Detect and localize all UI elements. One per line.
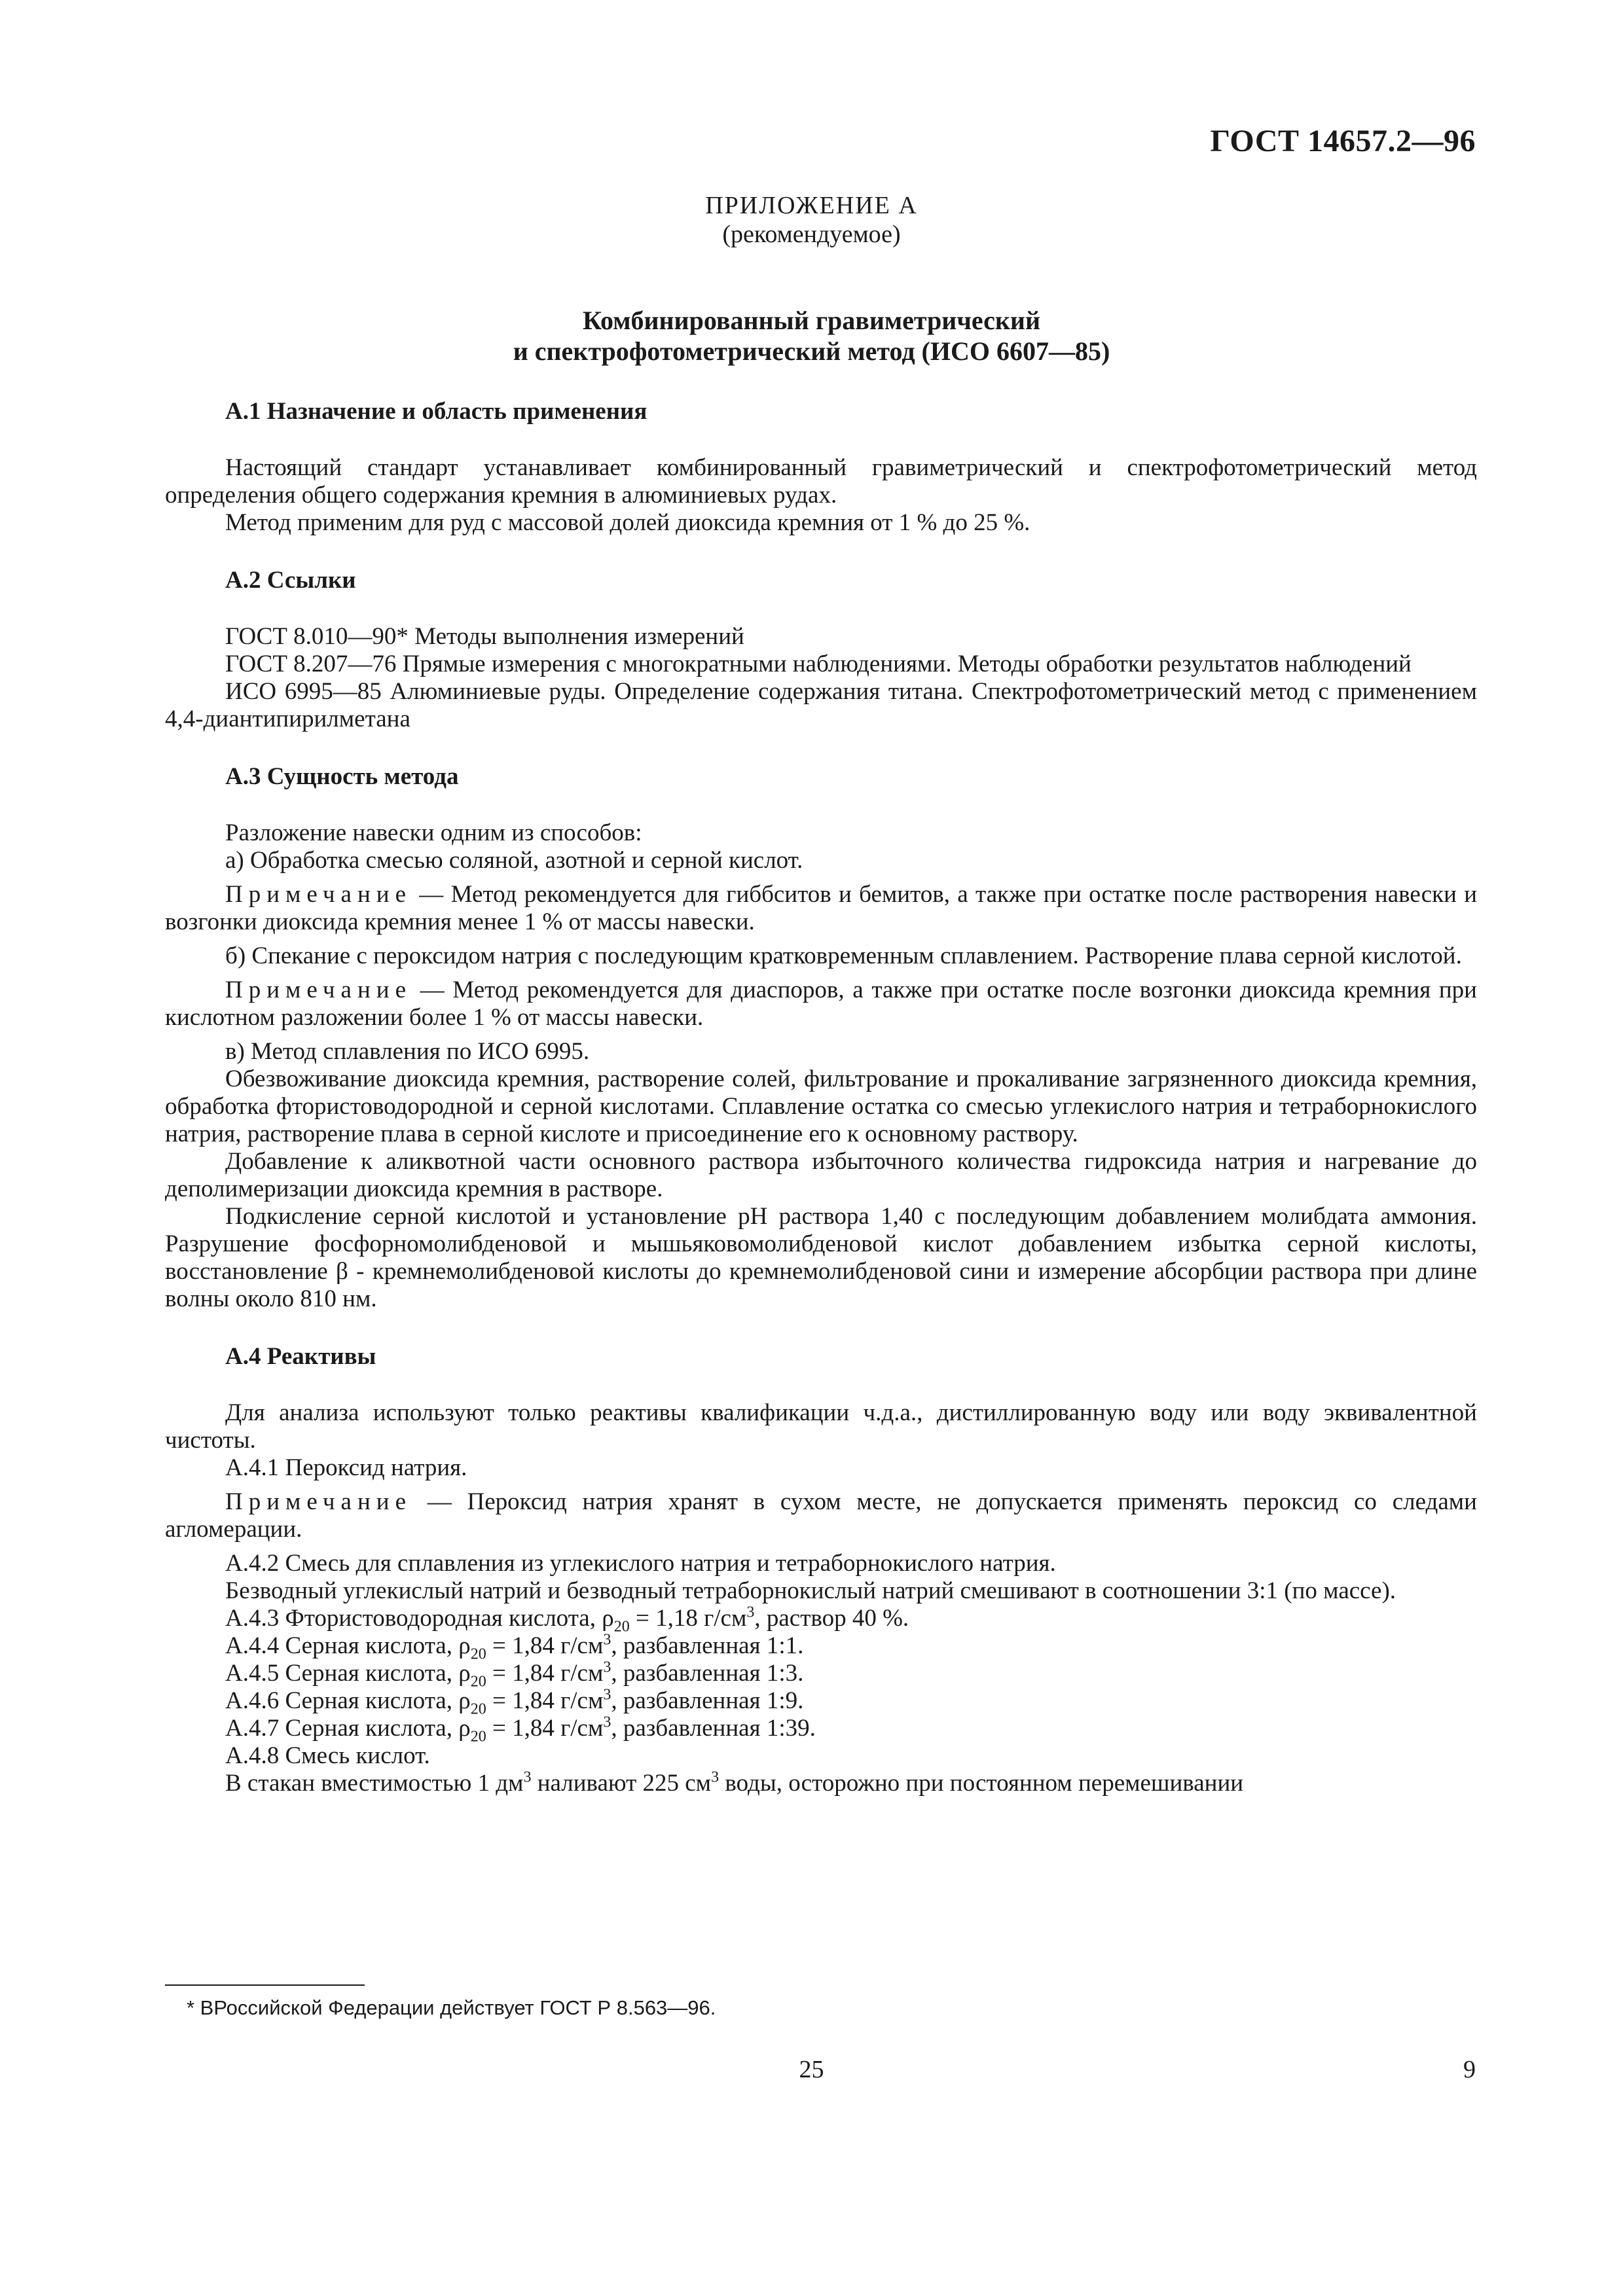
paragraph: Подкисление серной кислотой и установление pH раствора 1,40 с последующим добавлением молибдата аммония. Разрушение фосфорномолибденовой и мышьяковомолибденовой кислот добавлением избытка серной кислоты, восстановление β - кремнемолибденовой кислоты до кремнемолибденовой сини и измерение абсорбции раствора при длине волны около 810 нм. — [165, 1203, 1477, 1312]
note-label: Примечание — [225, 1488, 412, 1515]
paragraph: в) Метод сплавления по ИСО 6995. — [225, 1038, 590, 1065]
paragraph: Разложение навески одним из способов: — [225, 819, 642, 846]
paragraph: А.4.2 Смесь для сплавления из углекислого натрия и тетраборнокислого натрия. — [225, 1550, 1056, 1577]
note-paragraph — [165, 881, 1477, 936]
document-code: ГОСТ 14657.2—96 — [1210, 124, 1476, 158]
note-paragraph — [165, 1488, 1477, 1543]
appendix-title: ПРИЛОЖЕНИЕ А — [705, 192, 918, 219]
document-body — [165, 398, 1477, 1797]
paragraph: В стакан вместимостью 1 $дм^3$ наливают 225 $см^3$ воды, осторожно при постоянном перемешивании — [225, 1768, 1244, 1797]
note-label: Примечание — [225, 977, 412, 1003]
main-title-line-2: и спектрофотометрический метод (ИСО 6607—85) — [513, 336, 1110, 366]
reference-item: ГОСТ 8.010—90* Методы выполнения измерений — [225, 623, 744, 650]
note-text: — Метод рекомендуется для диаспоров, а также при остатке после возгонки диоксида кремния при кислотном разложении более 1 % от массы навески. — [165, 977, 1477, 1031]
paragraph: Для анализа используют только реактивы квалификации ч.д.а., дистиллированную воду или воду эквивалентной чистоты. — [165, 1399, 1477, 1454]
paragraph: Настоящий стандарт устанавливает комбинированный гравиметрический и спектрофотометрический метод определения общего содержания кремния в алюминиевых рудах. — [165, 454, 1477, 509]
paragraph: Безводный углекислый натрий и безводный тетраборнокислый натрий смешивают в соотношении 3:1 (по массе). — [225, 1577, 1396, 1604]
reagent-item: А.4.5 Серная кислота, $\rho_{20} = 1,84$ $г/см^3$, разбавленная 1:3. — [225, 1659, 804, 1691]
paragraph: Обезвоживание диоксида кремния, растворение солей, фильтрование и прокаливание загрязненного диоксида кремния, обработка фтористоводородной и серной кислотами. Сплавление остатка со смесью углекислого натрия и тетраборнокислого натрия, растворение плава в серной кислоте и присоединение его к основному раствору. — [165, 1066, 1477, 1147]
reagent-item: А.4.4 Серная кислота, $\rho_{20} = 1,84$ $г/см^3$, разбавленная 1:1. — [225, 1631, 804, 1663]
appendix-subtitle: (рекомендуемое) — [722, 221, 901, 248]
paragraph: А.4.1 Пероксид натрия. — [225, 1454, 467, 1481]
reagent-item: А.4.6 Серная кислота, $\rho_{20} = 1,84$ $г/см^3$, разбавленная 1:9. — [225, 1686, 804, 1718]
reference-item: ИСО 6995—85 Алюминиевые руды. Определение содержания титана. Спектрофотометрический метод с применением 4,4-диантипирилметана — [165, 678, 1477, 732]
paragraph: Добавление к аликвотной части основного раствора избыточного количества гидроксида натрия и нагревание до деполимеризации диоксида кремния в растворе. — [165, 1148, 1477, 1202]
reagent-item: А.4.7 Серная кислота, $\rho_{20} = 1,84$ $г/см^3$, разбавленная 1:39. — [225, 1713, 816, 1746]
section-heading-a4: А.4 Реактивы — [225, 1343, 376, 1370]
reagent-item: А.4.3 Фтористоводородная кислота, $\rho_{20} = 1,18$ $г/см^3$, раствор 40 %. — [225, 1604, 909, 1636]
page-number-right: 9 — [1463, 2056, 1476, 2083]
reference-item: ГОСТ 8.207—76 Прямые измерения с многократными наблюдениями. Методы обработки результатов наблюдений — [225, 651, 1412, 677]
page-number-center: 25 — [799, 2056, 824, 2083]
note-label: Примечание — [225, 881, 412, 908]
paragraph: А.4.8 Смесь кислот. — [225, 1742, 430, 1769]
section-heading-a1: А.1 Назначение и область применения — [225, 398, 647, 425]
footnote: * ВРоссийской Федерации действует ГОСТ Р 8.563—96. — [187, 1996, 716, 2019]
section-heading-a2: А.2 Ссылки — [225, 567, 356, 594]
footnote-divider — [165, 1984, 365, 1986]
note-text: — Пероксид натрия хранят в сухом месте, не допускается применять пероксид со следами агломерации. — [165, 1488, 1477, 1543]
section-heading-a3: А.3 Сущность метода — [225, 763, 459, 790]
appendix-heading — [0, 191, 1623, 249]
paragraph: а) Обработка смесью соляной, азотной и серной кислот. — [225, 847, 803, 874]
note-paragraph — [165, 977, 1477, 1031]
paragraph: б) Спекание с пероксидом натрия с последующим кратковременным сплавлением. Растворение плава серной кислотой. — [225, 942, 1462, 969]
paragraph: Метод применим для руд с массовой долей диоксида кремния от 1 % до 25 %. — [225, 509, 1030, 536]
main-title — [0, 305, 1623, 367]
main-title-line-1: Комбинированный гравиметрический — [582, 306, 1041, 335]
note-text: — Метод рекомендуется для гиббситов и бемитов, а также при остатке после растворения навески и возгонки диоксида кремния менее 1 % от массы навески. — [165, 881, 1477, 935]
